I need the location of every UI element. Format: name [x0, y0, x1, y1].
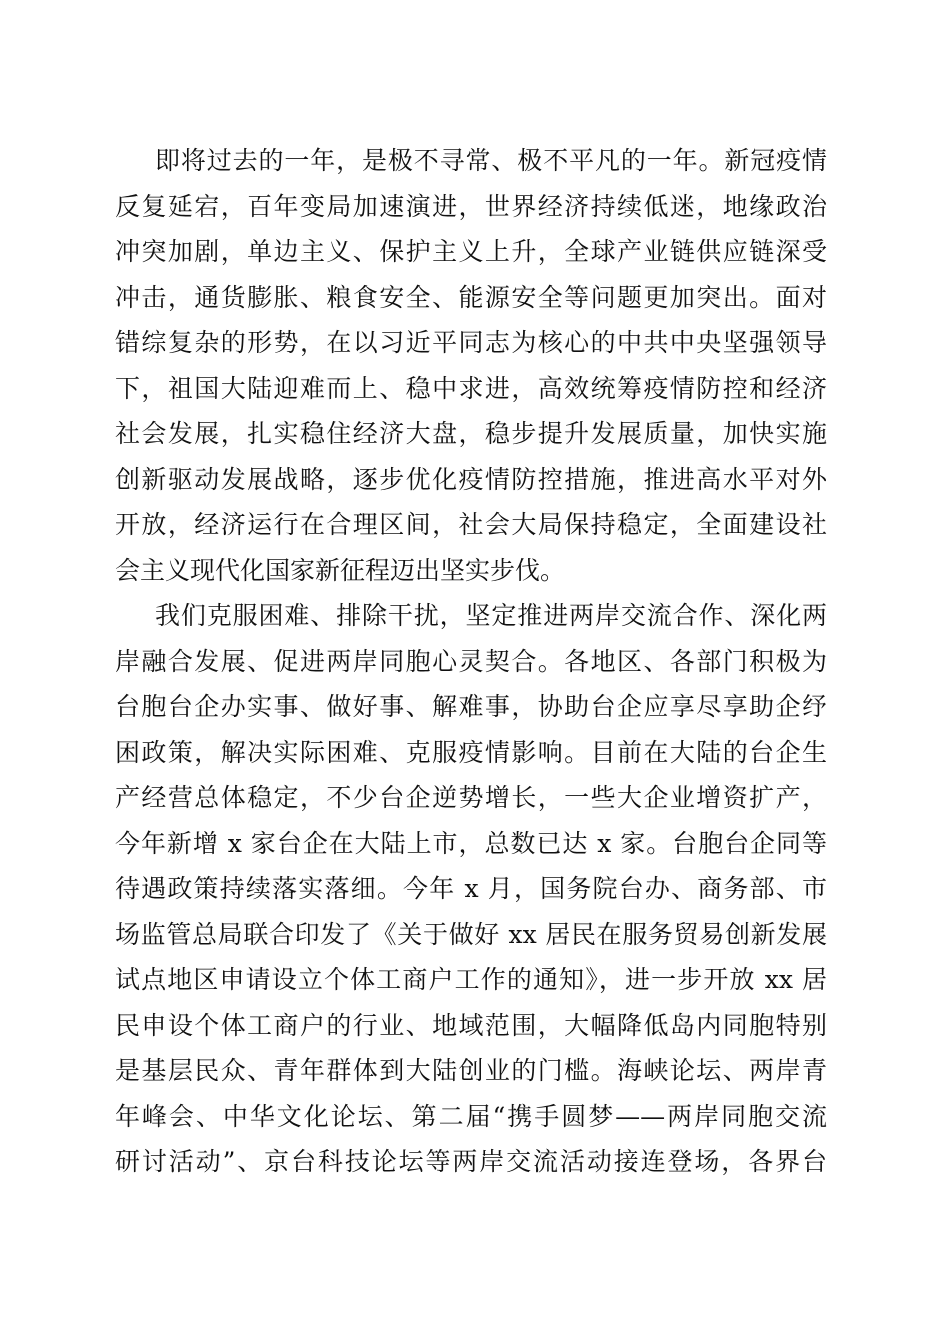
paragraph-1-line-10: 会主义现代化国家新征程迈出坚实步伐。	[115, 555, 566, 585]
paragraph-2-line-12: 年峰会、中华文化论坛、第二届“携手圆梦——两岸同胞交流	[115, 1101, 827, 1131]
paragraph-1-line-4: 冲击，通货膨胀、粮食安全、能源安全等问题更加突出。面对	[115, 282, 827, 312]
document-body	[115, 138, 827, 1185]
paragraph-2-line-1: 我们克服困难、排除干扰，坚定推进两岸交流合作、深化两	[155, 601, 827, 630]
paragraph-2-line-13: 研讨活动”、京台科技论坛等两岸交流活动接连登场，各界台	[115, 1147, 827, 1176]
paragraph-1-line-9: 开放，经济运行在合理区间，社会大局保持稳定，全面建设社	[115, 510, 827, 539]
paragraph-1-line-3: 冲突加剧，单边主义、保护主义上升，全球产业链供应链深受	[115, 237, 827, 266]
paragraph-2-line-10: 民申设个体工商户的行业、地域范围，大幅降低岛内同胞特别	[115, 1010, 827, 1040]
paragraph-1-line-7: 社会发展，扎实稳住经济大盘，稳步提升发展质量，加快实施	[115, 419, 827, 448]
paragraph-2-line-6: 今年新增 x 家台企在大陆上市，总数已达 x 家。台胞台企同等	[115, 828, 827, 858]
paragraph-1-line-1: 即将过去的一年，是极不寻常、极不平凡的一年。新冠疫情	[155, 146, 827, 175]
paragraph-2-line-8: 场监管总局联合印发了《关于做好 xx 居民在服务贸易创新发展	[115, 919, 827, 949]
paragraph-2-line-2: 岸融合发展、促进两岸同胞心灵契合。各地区、各部门积极为	[115, 646, 827, 676]
paragraph-1-line-8: 创新驱动发展战略，逐步优化疫情防控措施，推进高水平对外	[115, 464, 827, 494]
paragraph-2-line-4: 困政策，解决实际困难、克服疫情影响。目前在大陆的台企生	[115, 737, 827, 767]
paragraph-2-line-9: 试点地区申请设立个体工商户工作的通知》，进一步开放 xx 居	[115, 965, 827, 994]
paragraph-2-line-7: 待遇政策持续落实落细。今年 x 月，国务院台办、商务部、市	[115, 874, 827, 903]
paragraph-1-line-2: 反复延宕，百年变局加速演进，世界经济持续低迷，地缘政治	[115, 191, 827, 221]
paragraph-1-line-6: 下，祖国大陆迎难而上、稳中求进，高效统筹疫情防控和经济	[115, 373, 827, 403]
paragraph-1-line-5: 错综复杂的形势，在以习近平同志为核心的中共中央坚强领导	[115, 328, 827, 357]
paragraph-2-line-11: 是基层民众、青年群体到大陆创业的门槛。海峡论坛、两岸青	[115, 1056, 827, 1085]
paragraph-2-line-5: 产经营总体稳定，不少台企逆势增长，一些大企业增资扩产，	[115, 783, 827, 812]
paragraph-2-line-3: 台胞台企办实事、做好事、解难事，协助台企应享尽享助企纾	[115, 692, 827, 721]
